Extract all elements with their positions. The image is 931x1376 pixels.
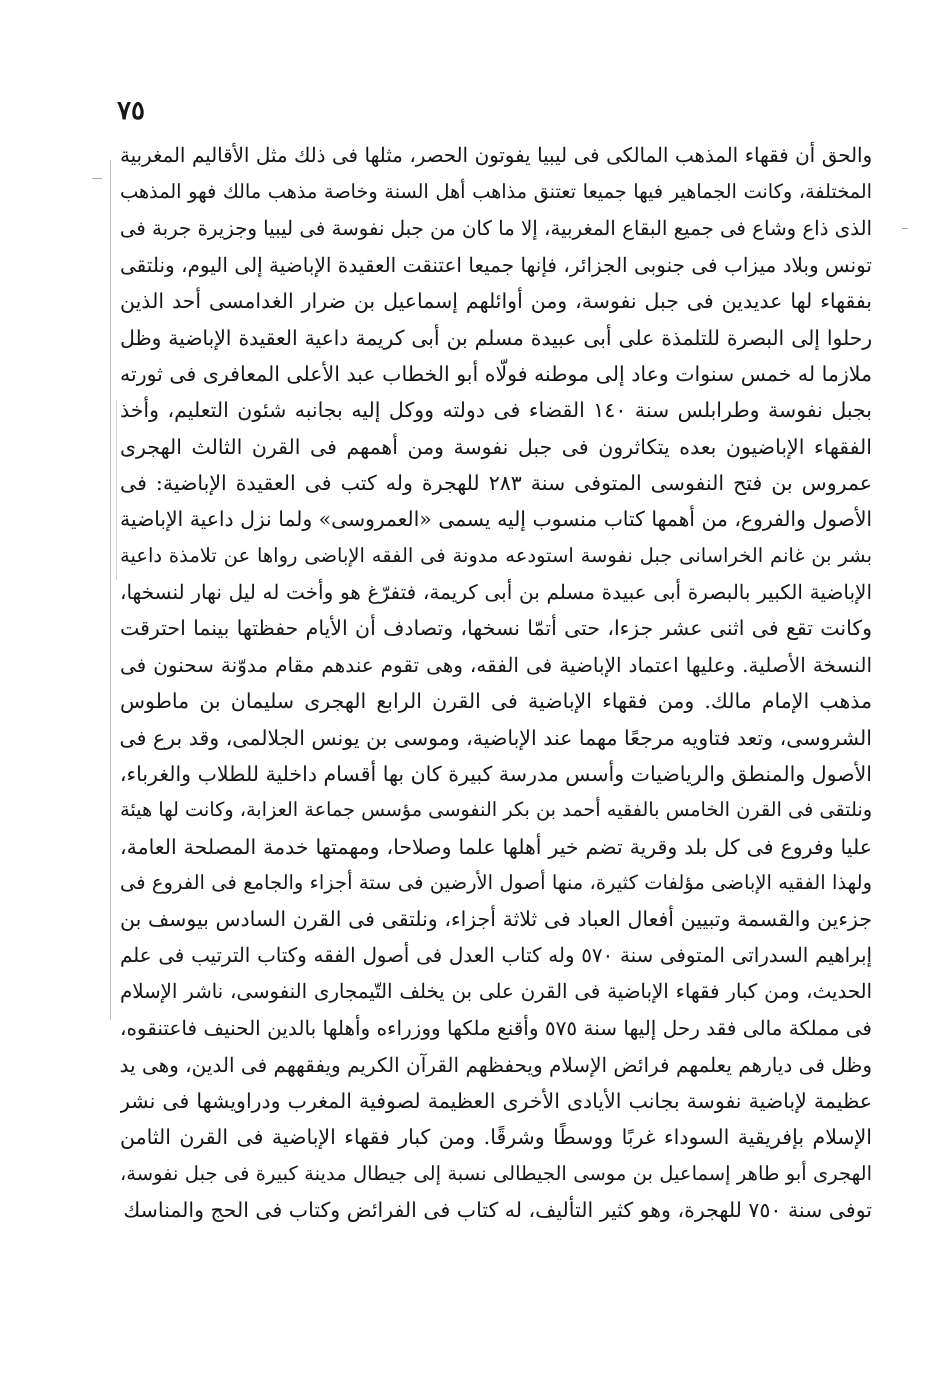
gutter-shadow-line: [110, 160, 111, 1020]
text-line: بفقهاء لها عديدين فى جبل نفوسة، ومن أوائلهم إسماعيل بن ضرار الغدامسى أحد الذين: [120, 289, 872, 314]
text-line: جزءين والقسمة وتبيين أفعال العباد فى ثلاثة أجزاء، ونلتقى فى القرن السادس بيوسف بن: [120, 907, 872, 932]
text-line: فى مملكة مالى فقد رحل إليها سنة ٥٧٥ وأقنع ملكها ووزراءه وأهلها بالدين الحنيف فاعتنقوه،: [120, 1016, 872, 1041]
text-line: بجبل نفوسة وطرابلس سنة ١٤٠ القضاء فى دولته ووكل إليه بجانبه شئون التعليم، وأخذ: [120, 398, 872, 423]
margin-tick-mark: [92, 178, 102, 179]
text-line: مذهب الإمام مالك. ومن فقهاء الإباضية فى القرن الرابع الهجرى سليمان بن ماطوس: [120, 689, 872, 714]
page-number: ٧٥: [117, 96, 145, 126]
text-line: الهجرى أبو طاهر إسماعيل بن موسى الجيطالى نسبة إلى جيطال مدينة كبيرة فى جبل نفوسة،: [120, 1161, 872, 1185]
text-line: المختلفة، وكانت الجماهير فيها جميعا تعتنق مذاهب أهل السنة وخاصة مذهب مالك فهو المذهب: [120, 180, 872, 204]
text-line: عظيمة لإباضية نفوسة بجانب الأيادى الأخرى العظيمة لصوفية المغرب ودراويشها فى نشر: [120, 1088, 872, 1113]
text-line: تونس وبلاد ميزاب فى جنوبى الجزائر، فإنها جميعا اعتنقت العقيدة الإباضية إلى اليوم، ونلتقى: [120, 253, 872, 278]
text-line: والحق أن فقهاء المذهب المالكى فى ليبيا يفوتون الحصر، مثلها فى ذلك مثل الأقاليم المغربية: [120, 144, 872, 167]
text-line: ملازما له خمس سنوات وعاد إلى موطنه فولّاه أبو الخطاب عبد الأعلى المعافرى فى ثورته: [120, 362, 872, 387]
text-line: بشر بن غانم الخراسانى جبل نفوسة استودعه مدونة فى الفقه الإباضى رواها عن تلامذة داعية: [120, 543, 872, 567]
text-line: الذى ذاع وشاع فى جميع البقاع المغربية، إلا ما كان من جبل نفوسة فى ليبيا وجزيرة جربة فى: [120, 216, 872, 240]
gutter-shadow-line-inner: [116, 400, 117, 580]
margin-tick-mark: [902, 228, 908, 229]
text-line: رحلوا إلى البصرة للتلمذة على أبى عبيدة مسلم بن أبى كريمة داعية العقيدة الإباضية وظل: [120, 325, 872, 350]
text-line: الشروسى، وتعد فتاويه مرجعًا مهما عند الإباضية، وموسى بن يونس الجلالمى، وقد برع فى: [120, 725, 872, 750]
text-line: وكانت تقع فى اثنى عشر جزءا، حتى أتمّا نسخها، وتصادف أن الأيام حفظتها بينما احترقت: [120, 616, 872, 641]
text-line: ولهذا الفقيه الإباضى مؤلفات كثيرة، منها أصول الأرضين فى ستة أجزاء والجامع فى الفروع فى: [120, 870, 872, 894]
text-line: توفى سنة ٧٥٠ للهجرة، وهو كثير التأليف، له كتاب فى الفرائض وكتاب فى الحج والمناسك: [123, 1197, 872, 1222]
text-line: الأصول والفروع، من أهمها كتاب منسوب إليه يسمى «العمروسى» ولما نزل داعية الإباضية: [120, 507, 872, 532]
text-line: عليا وفروع فى كل بلد وقرية تضم خير أهلها علما وصلاحا، ومهمتها خدمة المصلحة العامة،: [120, 834, 872, 859]
text-line: إبراهيم السدراتى المتوفى سنة ٥٧٠ وله كتاب العدل فى أصول الفقه وكتاب الترتيب فى علم: [120, 943, 872, 967]
text-line: الأصول والمنطق والرياضيات وأسس مدرسة كبيرة كان بها أقسام داخلية للطلاب والغرباء،: [120, 761, 872, 786]
text-line: الإسلام بإفريقية السوداء غربًا ووسطًا وشرقًا. ومن كبار فقهاء الإباضية فى القرن الثامن: [120, 1125, 872, 1150]
text-line: الفقهاء الإباضيون بعده يتكاثرون فى جبل نفوسة ومن أهمهم فى القرن الثالث الهجرى: [120, 434, 872, 459]
text-line: النسخة الأصلية. وعليها اعتماد الإباضية فى الفقه، وهى تقوم عندهم مقام مدوّنة سحنون فى: [120, 652, 872, 677]
text-line: ونلتقى فى القرن الخامس بالفقيه أحمد بن بكر النفوسى مؤسس جماعة العزابة، وكانت لها هيئة: [120, 798, 872, 822]
text-line: الإباضية الكبير بالبصرة أبى عبيدة مسلم بن أبى كريمة، فتفرّغ هو وأخت له ليل نهار لنسخها،: [120, 580, 872, 605]
text-line: عمروس بن فتح النفوسى المتوفى سنة ٢٨٣ للهجرة وله كتب فى العقيدة الإباضية: فى: [120, 471, 872, 496]
body-text: [120, 138, 872, 1228]
text-line: الحديث، ومن كبار فقهاء الإباضية فى القرن على بن يخلف التّيمجارى النفوسى، ناشر الإسلام: [120, 979, 872, 1003]
text-line: وظل فى ديارهم يعلمهم فرائض الإسلام ويحفظهم القرآن الكريم ويفقههم فى الدين، وهى يد: [120, 1052, 872, 1077]
